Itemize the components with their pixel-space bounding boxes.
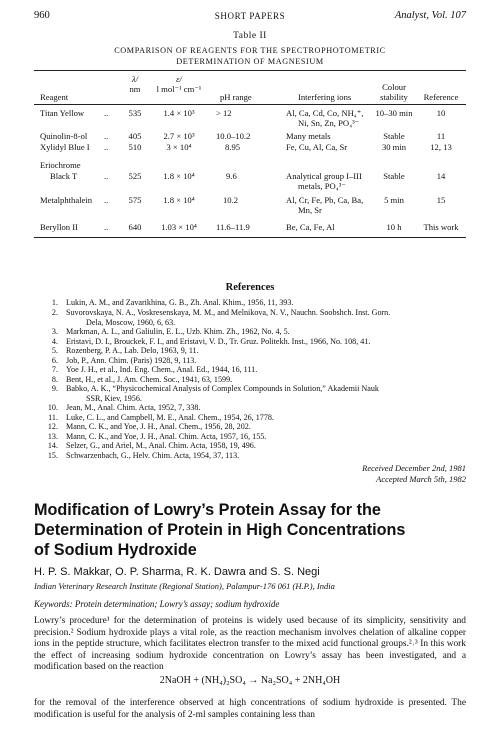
- reference-text: Lukin, A. M., and Zavarikhina, G. B., Zh. Anal. Khim., 1956, 11, 393.: [66, 298, 294, 307]
- reference-text-cont: Dela, Moscow, 1960, 6, 63.: [86, 318, 176, 327]
- cell-interfering-cont: Mn, Sr: [298, 205, 322, 215]
- cell-stability: 5 min: [384, 195, 404, 205]
- reference-number: 8.: [51, 375, 58, 384]
- header-lambda-unit: nm: [129, 84, 141, 94]
- reference-number: 14.: [47, 441, 58, 450]
- cell-reagent: Titan Yellow: [40, 108, 85, 118]
- reference-item: [44, 384, 468, 404]
- page-number: 960: [34, 10, 50, 21]
- cell-lambda: 525: [128, 171, 142, 181]
- reference-number: 5.: [51, 346, 58, 355]
- running-head: [34, 10, 466, 24]
- reference-text: Mann, C. K., and Yoe, J. H., Anal. Chem., 1956, 28, 202.: [66, 422, 251, 431]
- article-title-line-2: Determination of Protein in High Concentrations: [34, 521, 406, 539]
- section-label: SHORT PAPERS: [214, 11, 286, 21]
- cell-reference: This work: [423, 222, 459, 232]
- reference-number: 1.: [51, 298, 58, 307]
- cell-reference: 12, 13: [430, 142, 452, 152]
- article-institution: Indian Veterinary Research Institute (Regional Station), Palampur-176 061 (H.P.), India: [34, 581, 335, 591]
- reference-text: Suvorovskaya, N. A., Voskresenskaya, M. M., and Melnikova, N. V., Nauchn. Soobshch. Inst. Gorn.: [66, 308, 391, 317]
- reference-item: [44, 327, 468, 337]
- reference-text: Markman, A. L., and Galiulin, E. L., Uzb. Khim. Zh., 1962, No. 4, 5.: [66, 327, 290, 336]
- reference-number: 2.: [51, 308, 58, 317]
- cell-interfering-cont: metals, PO₄³⁻: [298, 181, 346, 191]
- cell-epsilon: 3 × 10⁴: [166, 142, 192, 152]
- header-reagent: Reagent: [40, 92, 69, 102]
- references-heading: References: [225, 282, 275, 293]
- article-title: [34, 500, 474, 560]
- cell-epsilon: 1.8 × 10⁴: [163, 171, 195, 181]
- reference-number: 4.: [51, 337, 58, 346]
- header-ph-range: pH range: [220, 92, 252, 102]
- reference-text: Mann, C. K., and Yoe, J. H., Anal. Chim. Acta, 1957, 16, 155.: [66, 432, 267, 441]
- reaction-equation: 2NaOH + (NH₄)₂SO₄ → Na₂SO₄ + 2NH₄OH: [159, 675, 341, 686]
- reference-text: Job, P., Ann. Chim. (Paris) 1928, 9, 113.: [66, 356, 197, 365]
- cell-reagent: Beryllon II: [40, 222, 78, 232]
- journal-name: Analyst, Vol. 107: [394, 10, 466, 21]
- reference-text: Eristavi, D. I., Brouckek, F. I., and Eristavi, V. D., Tr. Gruz. Politekh. Inst., 1966, No. 108, 41.: [66, 337, 371, 346]
- reference-number: 11.: [48, 413, 58, 422]
- cell-stability: 10–30 min: [375, 108, 413, 118]
- cell-interfering: Many metals: [286, 131, 331, 141]
- reference-item: [44, 441, 468, 451]
- header-stability-line-1: Colour: [382, 82, 406, 92]
- cell-ph: 10.2: [223, 195, 239, 205]
- article-paragraph-1: Lowry’s procedure¹ for the determination of proteins is widely used because of its simplicity, sensitivity and precision.² Sodium hydroxide plays a vital role, as the reaction mechanism involves chelation of alkaline copper ions in the peptide structure, which facilitates electron transfer to the mixed acid functional groups.²˒³ In this work the effect of increasing sodium hydroxide concentration on Lowry’s assay has been investigated, and a modification based on the reaction: [34, 616, 466, 673]
- cell-reference: 10: [436, 108, 446, 118]
- cell-lambda: 640: [128, 222, 142, 232]
- header-epsilon-unit: l mol⁻¹ cm⁻¹: [156, 84, 202, 94]
- cell-dots: ..: [104, 195, 109, 205]
- cell-epsilon: 2.7 × 10³: [163, 131, 195, 141]
- reference-item: [44, 298, 468, 308]
- cell-dots: ..: [104, 131, 109, 141]
- article-title-line-1: Modification of Lowry’s Protein Assay for the: [34, 501, 381, 519]
- cell-lambda: 575: [128, 195, 142, 205]
- reference-text: Babko, A. K., “Physicochemical Analysis of Complex Compounds in Solution,” Akademii Nauk: [66, 384, 379, 393]
- article-paragraph-2: for the removal of the interference observed at high concentrations of sodium hydroxide is presented. The modification is useful for the analysis of 2-ml samples containing less than: [34, 698, 466, 720]
- cell-interfering: Be, Ca, Fe, Al: [286, 222, 335, 232]
- reference-item: [44, 365, 468, 375]
- cell-ph: > 12: [216, 108, 232, 118]
- cell-reagent: Quinolin-8-ol: [40, 131, 88, 141]
- cell-ph: 10.0–10.2: [216, 131, 251, 141]
- header-reference: Reference: [423, 92, 459, 102]
- cell-stability: 10 h: [386, 222, 402, 232]
- header-epsilon-symbol: ε/: [176, 74, 182, 84]
- table-caption-line-1: COMPARISON OF REAGENTS FOR THE SPECTROPHOTOMETRIC: [114, 46, 386, 55]
- cell-dots: ..: [104, 108, 109, 118]
- cell-epsilon: 1.03 × 10⁴: [161, 222, 197, 232]
- cell-reagent-cont: Black T: [50, 171, 78, 181]
- reference-number: 10.: [47, 403, 58, 412]
- reference-text-cont: SSR, Kiev, 1956.: [86, 394, 142, 403]
- cell-lambda: 405: [128, 131, 142, 141]
- header-stability-line-2: stability: [380, 92, 408, 102]
- reference-text: Rozenberg, P. A., Lab. Delo, 1963, 9, 11.: [66, 346, 199, 355]
- reference-text: Bent, H., et al., J. Am. Chem. Soc., 1941, 63, 1599.: [66, 375, 233, 384]
- table-label: Table II: [233, 31, 267, 41]
- reference-text: Luke, C. L., and Campbell, M. E., Anal. Chem., 1954, 26, 1778.: [66, 413, 274, 422]
- cell-stability: Stable: [383, 131, 405, 141]
- keywords-text: Protein determination; Lowry’s assay; sodium hydroxide: [74, 599, 280, 609]
- reference-number: 7.: [51, 365, 58, 374]
- cell-epsilon: 1.8 × 10⁴: [163, 195, 195, 205]
- cell-interfering: Fe, Cu, Al, Ca, Sr: [286, 142, 348, 152]
- reference-text: Jean, M., Anal. Chim. Acta, 1952, 7, 338.: [66, 403, 201, 412]
- table-bottom-rule: [34, 237, 466, 238]
- reference-number: 13.: [47, 432, 58, 441]
- reference-number: 12.: [47, 422, 58, 431]
- header-interfering-ions: Interfering ions: [298, 92, 352, 102]
- reference-number: 6.: [51, 356, 58, 365]
- cell-reagent: Eriochrome: [40, 160, 81, 170]
- cell-dots: ..: [104, 171, 109, 181]
- cell-ph: 8.95: [225, 142, 241, 152]
- accepted-date: Accepted March 5th, 1982: [376, 474, 466, 484]
- cell-lambda: 535: [128, 108, 142, 118]
- reference-number: 15.: [47, 451, 58, 460]
- cell-dots: ..: [104, 142, 109, 152]
- cell-interfering: Al, Ca, Cd, Co, NH₄⁺,: [286, 108, 364, 118]
- reference-number: 9.: [51, 384, 58, 393]
- reference-text: Schwarzenbach, G., Helv. Chim. Acta, 1954, 37, 113.: [66, 451, 240, 460]
- article-authors: H. P. S. Makkar, O. P. Sharma, R. K. Dawra and S. S. Negi: [34, 566, 320, 578]
- cell-ph: 9.6: [226, 171, 237, 181]
- cell-reference: 14: [436, 171, 446, 181]
- reference-text: Selzer, G., and Ariel, M., Anal. Chim. Acta, 1958, 19, 496.: [66, 441, 256, 450]
- keywords-label: Keywords:: [34, 599, 73, 609]
- reference-item: [44, 451, 468, 461]
- article-title-line-3: of Sodium Hydroxide: [34, 541, 197, 559]
- reference-number: 3.: [51, 327, 58, 336]
- cell-reference: 15: [436, 195, 446, 205]
- cell-lambda: 510: [128, 142, 142, 152]
- cell-stability: 30 min: [381, 142, 407, 152]
- reference-item: [44, 403, 468, 413]
- cell-stability: Stable: [383, 171, 405, 181]
- article-keywords: [34, 599, 279, 609]
- cell-reagent: Metalphthalein: [40, 195, 93, 205]
- reference-text: Yoe J. H., et al., Ind. Eng. Chem., Anal. Ed., 1944, 16, 111.: [66, 365, 258, 374]
- cell-reference: 11: [436, 131, 446, 141]
- table-caption-line-2: DETERMINATION OF MAGNESIUM: [176, 57, 324, 66]
- cell-epsilon: 1.4 × 10³: [163, 108, 195, 118]
- cell-dots: ..: [104, 222, 109, 232]
- cell-interfering-cont: Ni, Sn, Zn, PO₄³⁻: [298, 118, 360, 128]
- table-top-rule: [34, 70, 466, 71]
- received-date: Received December 2nd, 1981: [362, 463, 466, 473]
- reference-item: [44, 308, 468, 328]
- reference-item: [44, 422, 468, 432]
- reference-item: [44, 346, 468, 356]
- cell-reagent: Xylidyl Blue I: [40, 142, 90, 152]
- table-header-rule: [34, 104, 466, 105]
- cell-interfering: Al, Cr, Fe, Pb, Ca, Ba,: [286, 195, 364, 205]
- header-lambda-symbol: λ/: [131, 74, 139, 84]
- cell-ph: 11.6–11.9: [216, 222, 250, 232]
- cell-interfering: Analytical group I–III: [286, 171, 362, 181]
